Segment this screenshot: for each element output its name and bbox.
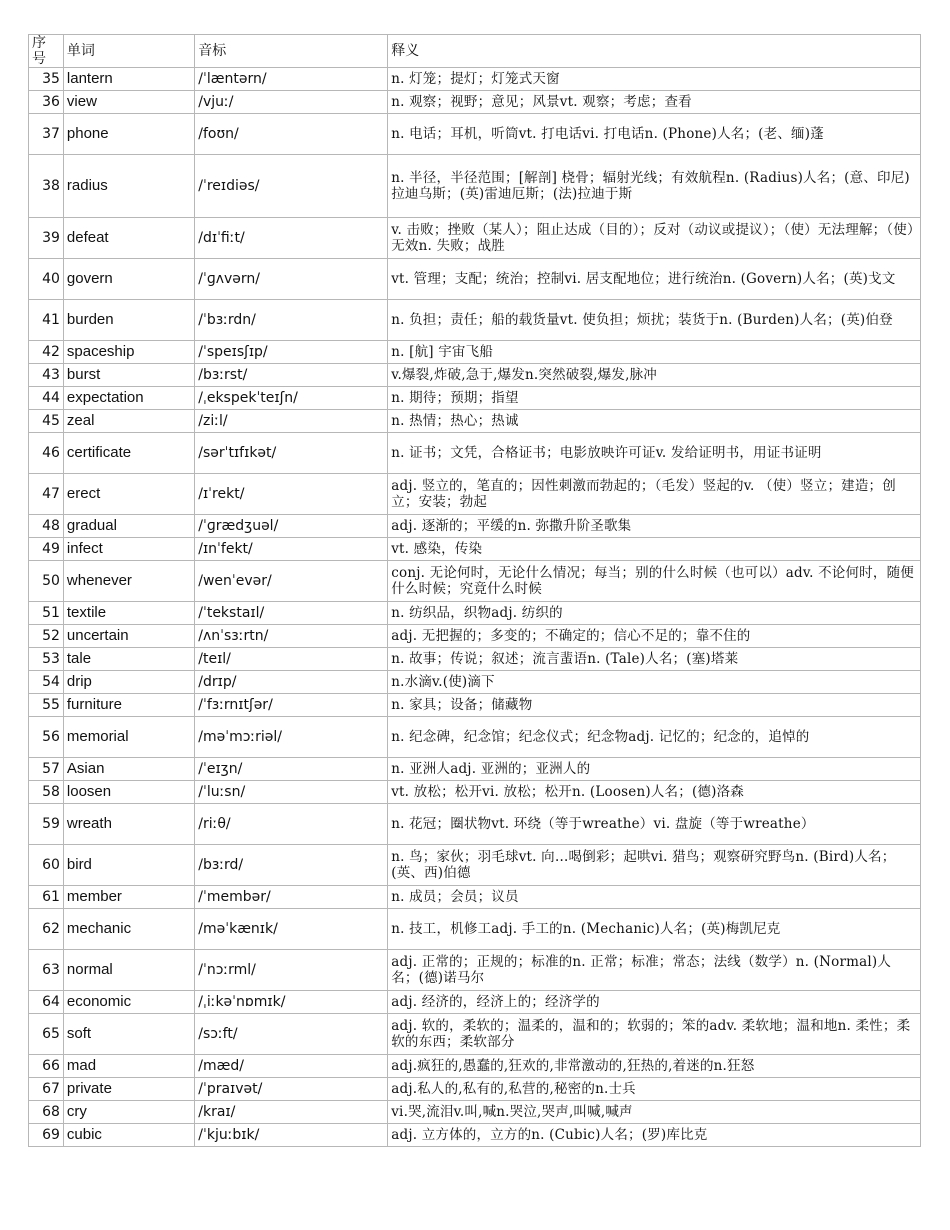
row-word: mechanic [63, 909, 194, 950]
row-word: view [63, 91, 194, 114]
row-definition: n. 故事；传说；叙述；流言蜚语n. (Tale)人名；(塞)塔莱 [388, 648, 921, 671]
table-row [29, 410, 921, 433]
row-definition: n. 证书；文凭，合格证书；电影放映许可证v. 发给证明书，用证书证明 [388, 433, 921, 474]
row-word: certificate [63, 433, 194, 474]
table-row [29, 155, 921, 218]
row-number: 41 [29, 300, 64, 341]
table-row [29, 717, 921, 758]
row-number: 53 [29, 648, 64, 671]
row-word: member [63, 886, 194, 909]
row-definition: adj.疯狂的,愚蠢的,狂欢的,非常激动的,狂热的,着迷的n.狂怒 [388, 1055, 921, 1078]
row-number: 39 [29, 218, 64, 259]
row-phonetic: /məˈmɔːriəl/ [195, 717, 388, 758]
row-phonetic: /ˈnɔːrml/ [195, 950, 388, 991]
table-row [29, 886, 921, 909]
table-row [29, 1014, 921, 1055]
row-phonetic: /ɪˈrekt/ [195, 474, 388, 515]
table-row [29, 758, 921, 781]
row-definition: n. 鸟；家伙；羽毛球vt. 向…喝倒彩；起哄vi. 猎鸟；观察研究野鸟n. (Bird)人名；(英、西)伯德 [388, 845, 921, 886]
row-definition: adj. 竖立的，笔直的；因性刺激而勃起的；（毛发）竖起的v. （使）竖立；建造；创立；安装；勃起 [388, 474, 921, 515]
row-word: economic [63, 991, 194, 1014]
table-row [29, 538, 921, 561]
row-number: 62 [29, 909, 64, 950]
row-phonetic: /riːθ/ [195, 804, 388, 845]
row-phonetic: /bɜːrd/ [195, 845, 388, 886]
row-definition: vt. 放松；松开vi. 放松；松开n. (Loosen)人名；(德)洛森 [388, 781, 921, 804]
row-word: radius [63, 155, 194, 218]
row-word: Asian [63, 758, 194, 781]
row-number: 63 [29, 950, 64, 991]
row-phonetic: /kraɪ/ [195, 1101, 388, 1124]
table-row [29, 671, 921, 694]
table-row [29, 1124, 921, 1147]
row-phonetic: /ˈbɜːrdn/ [195, 300, 388, 341]
row-word: lantern [63, 68, 194, 91]
row-definition: n. 家具；设备；储藏物 [388, 694, 921, 717]
row-number: 60 [29, 845, 64, 886]
row-word: defeat [63, 218, 194, 259]
row-number: 54 [29, 671, 64, 694]
row-number: 36 [29, 91, 64, 114]
row-phonetic: /ˈpraɪvət/ [195, 1078, 388, 1101]
row-definition: vt. 管理；支配；统治；控制vi. 居支配地位；进行统治n. (Govern)人名；(英)戈文 [388, 259, 921, 300]
row-number: 44 [29, 387, 64, 410]
table-row [29, 991, 921, 1014]
row-number: 45 [29, 410, 64, 433]
row-definition: adj. 软的，柔软的；温柔的，温和的；软弱的；笨的adv. 柔软地；温和地n. 柔性；柔软的东西；柔软部分 [388, 1014, 921, 1055]
row-definition: n. 亚洲人adj. 亚洲的；亚洲人的 [388, 758, 921, 781]
row-definition: n. 热情；热心；热诚 [388, 410, 921, 433]
row-number: 35 [29, 68, 64, 91]
table-row [29, 1078, 921, 1101]
row-number: 37 [29, 114, 64, 155]
row-number: 66 [29, 1055, 64, 1078]
row-word: expectation [63, 387, 194, 410]
header-phonetic: 音标 [195, 35, 388, 68]
row-definition: n. 纪念碑，纪念馆；纪念仪式；纪念物adj. 记忆的；纪念的，追悼的 [388, 717, 921, 758]
row-definition: n. 半径，半径范围；[解剖] 桡骨；辐射光线；有效航程n. (Radius)人名；(意、印尼)拉迪乌斯；(英)雷迪厄斯；(法)拉迪于斯 [388, 155, 921, 218]
row-word: spaceship [63, 341, 194, 364]
row-word: whenever [63, 561, 194, 602]
row-phonetic: /ˈlæntərn/ [195, 68, 388, 91]
row-number: 67 [29, 1078, 64, 1101]
table-row [29, 515, 921, 538]
header-row [29, 35, 921, 68]
row-phonetic: /ɪnˈfekt/ [195, 538, 388, 561]
row-phonetic: /ˌiːkəˈnɒmɪk/ [195, 991, 388, 1014]
row-word: furniture [63, 694, 194, 717]
table-row [29, 114, 921, 155]
table-row [29, 259, 921, 300]
table-row [29, 694, 921, 717]
row-number: 40 [29, 259, 64, 300]
row-phonetic: /ˈluːsn/ [195, 781, 388, 804]
row-word: wreath [63, 804, 194, 845]
row-number: 48 [29, 515, 64, 538]
row-number: 61 [29, 886, 64, 909]
row-phonetic: /sɔːft/ [195, 1014, 388, 1055]
row-phonetic: /ˈkjuːbɪk/ [195, 1124, 388, 1147]
row-definition: vi.哭,流泪v.叫,喊n.哭泣,哭声,叫喊,喊声 [388, 1101, 921, 1124]
table-row [29, 1101, 921, 1124]
row-definition: n. 技工，机修工adj. 手工的n. (Mechanic)人名；(英)梅凯尼克 [388, 909, 921, 950]
row-phonetic: /wenˈevər/ [195, 561, 388, 602]
row-word: uncertain [63, 625, 194, 648]
row-phonetic: /ˈeɪʒn/ [195, 758, 388, 781]
row-definition: v.爆裂,炸破,急于,爆发n.突然破裂,爆发,脉冲 [388, 364, 921, 387]
table-row [29, 1055, 921, 1078]
row-word: tale [63, 648, 194, 671]
row-definition: adj. 无把握的；多变的；不确定的；信心不足的；靠不住的 [388, 625, 921, 648]
row-number: 57 [29, 758, 64, 781]
row-number: 51 [29, 602, 64, 625]
row-number: 47 [29, 474, 64, 515]
row-number: 49 [29, 538, 64, 561]
row-number: 38 [29, 155, 64, 218]
row-definition: n.水滴v.(使)滴下 [388, 671, 921, 694]
row-word: infect [63, 538, 194, 561]
row-word: cry [63, 1101, 194, 1124]
vocabulary-table [28, 34, 921, 1147]
row-word: gradual [63, 515, 194, 538]
row-phonetic: /ˈmembər/ [195, 886, 388, 909]
row-definition: adj. 经济的，经济上的；经济学的 [388, 991, 921, 1014]
table-row [29, 648, 921, 671]
row-number: 46 [29, 433, 64, 474]
table-row [29, 845, 921, 886]
table-row [29, 68, 921, 91]
row-number: 69 [29, 1124, 64, 1147]
row-phonetic: /ˈreɪdiəs/ [195, 155, 388, 218]
table-row [29, 91, 921, 114]
row-word: textile [63, 602, 194, 625]
row-phonetic: /sərˈtɪfɪkət/ [195, 433, 388, 474]
row-number: 43 [29, 364, 64, 387]
table-row [29, 300, 921, 341]
row-word: drip [63, 671, 194, 694]
table-row [29, 950, 921, 991]
table-row [29, 804, 921, 845]
row-definition: adj.私人的,私有的,私营的,秘密的n.士兵 [388, 1078, 921, 1101]
table-row [29, 561, 921, 602]
table-row [29, 218, 921, 259]
row-word: memorial [63, 717, 194, 758]
row-definition: vt. 感染，传染 [388, 538, 921, 561]
row-phonetic: /foʊn/ [195, 114, 388, 155]
table-row [29, 433, 921, 474]
row-phonetic: /ʌnˈsɜːrtn/ [195, 625, 388, 648]
row-word: phone [63, 114, 194, 155]
row-word: govern [63, 259, 194, 300]
table-row [29, 474, 921, 515]
row-phonetic: /ˌekspekˈteɪʃn/ [195, 387, 388, 410]
row-definition: n. [航] 宇宙飞船 [388, 341, 921, 364]
row-number: 42 [29, 341, 64, 364]
table-row [29, 364, 921, 387]
row-word: mad [63, 1055, 194, 1078]
row-definition: n. 期待；预期；指望 [388, 387, 921, 410]
row-phonetic: /bɜːrst/ [195, 364, 388, 387]
row-word: burden [63, 300, 194, 341]
row-definition: n. 成员；会员；议员 [388, 886, 921, 909]
row-number: 56 [29, 717, 64, 758]
row-word: erect [63, 474, 194, 515]
row-word: burst [63, 364, 194, 387]
row-word: loosen [63, 781, 194, 804]
row-number: 55 [29, 694, 64, 717]
row-word: private [63, 1078, 194, 1101]
row-phonetic: /ˈɡrædʒuəl/ [195, 515, 388, 538]
row-number: 50 [29, 561, 64, 602]
row-word: normal [63, 950, 194, 991]
row-word: cubic [63, 1124, 194, 1147]
row-number: 65 [29, 1014, 64, 1055]
row-phonetic: /məˈkænɪk/ [195, 909, 388, 950]
row-definition: adj. 逐渐的；平缓的n. 弥撒升阶圣歌集 [388, 515, 921, 538]
table-row [29, 341, 921, 364]
row-definition: n. 花冠；圈状物vt. 环绕（等于wreathe）vi. 盘旋（等于wreathe） [388, 804, 921, 845]
row-phonetic: /ˈtekstaɪl/ [195, 602, 388, 625]
row-phonetic: /ˈspeɪsʃɪp/ [195, 341, 388, 364]
table-body [29, 68, 921, 1147]
row-phonetic: /ˈfɜːrnɪtʃər/ [195, 694, 388, 717]
table-row [29, 387, 921, 410]
table-row [29, 625, 921, 648]
row-number: 52 [29, 625, 64, 648]
row-phonetic: /drɪp/ [195, 671, 388, 694]
table-row [29, 602, 921, 625]
header-word: 单词 [63, 35, 194, 68]
row-definition: conj. 无论何时，无论什么情况；每当；别的什么时候（也可以）adv. 不论何时，随便什么时候；究竟什么时候 [388, 561, 921, 602]
row-definition: v. 击败；挫败（某人）；阻止达成（目的）；反对（动议或提议）；（使）无法理解；（使）无效n. 失败；战胜 [388, 218, 921, 259]
row-definition: n. 纺织品，织物adj. 纺织的 [388, 602, 921, 625]
table-row [29, 781, 921, 804]
table-row [29, 909, 921, 950]
row-definition: n. 电话；耳机，听筒vt. 打电话vi. 打电话n. (Phone)人名；(老、缅)蓬 [388, 114, 921, 155]
row-phonetic: /ˈɡʌvərn/ [195, 259, 388, 300]
row-definition: adj. 正常的；正规的；标准的n. 正常；标准；常态；法线（数学）n. (Normal)人名；(德)诺马尔 [388, 950, 921, 991]
row-phonetic: /dɪˈfiːt/ [195, 218, 388, 259]
row-phonetic: /teɪl/ [195, 648, 388, 671]
row-definition: n. 灯笼；提灯；灯笼式天窗 [388, 68, 921, 91]
row-phonetic: /vjuː/ [195, 91, 388, 114]
row-number: 68 [29, 1101, 64, 1124]
header-number: 序号 [29, 35, 64, 68]
row-definition: n. 负担；责任；船的载货量vt. 使负担；烦扰；装货于n. (Burden)人名；(英)伯登 [388, 300, 921, 341]
row-word: bird [63, 845, 194, 886]
row-number: 58 [29, 781, 64, 804]
row-number: 59 [29, 804, 64, 845]
row-definition: adj. 立方体的，立方的n. (Cubic)人名；(罗)库比克 [388, 1124, 921, 1147]
row-word: zeal [63, 410, 194, 433]
row-phonetic: /mæd/ [195, 1055, 388, 1078]
row-number: 64 [29, 991, 64, 1014]
row-definition: n. 观察；视野；意见；风景vt. 观察；考虑；查看 [388, 91, 921, 114]
row-phonetic: /ziːl/ [195, 410, 388, 433]
header-definition: 释义 [388, 35, 921, 68]
row-word: soft [63, 1014, 194, 1055]
